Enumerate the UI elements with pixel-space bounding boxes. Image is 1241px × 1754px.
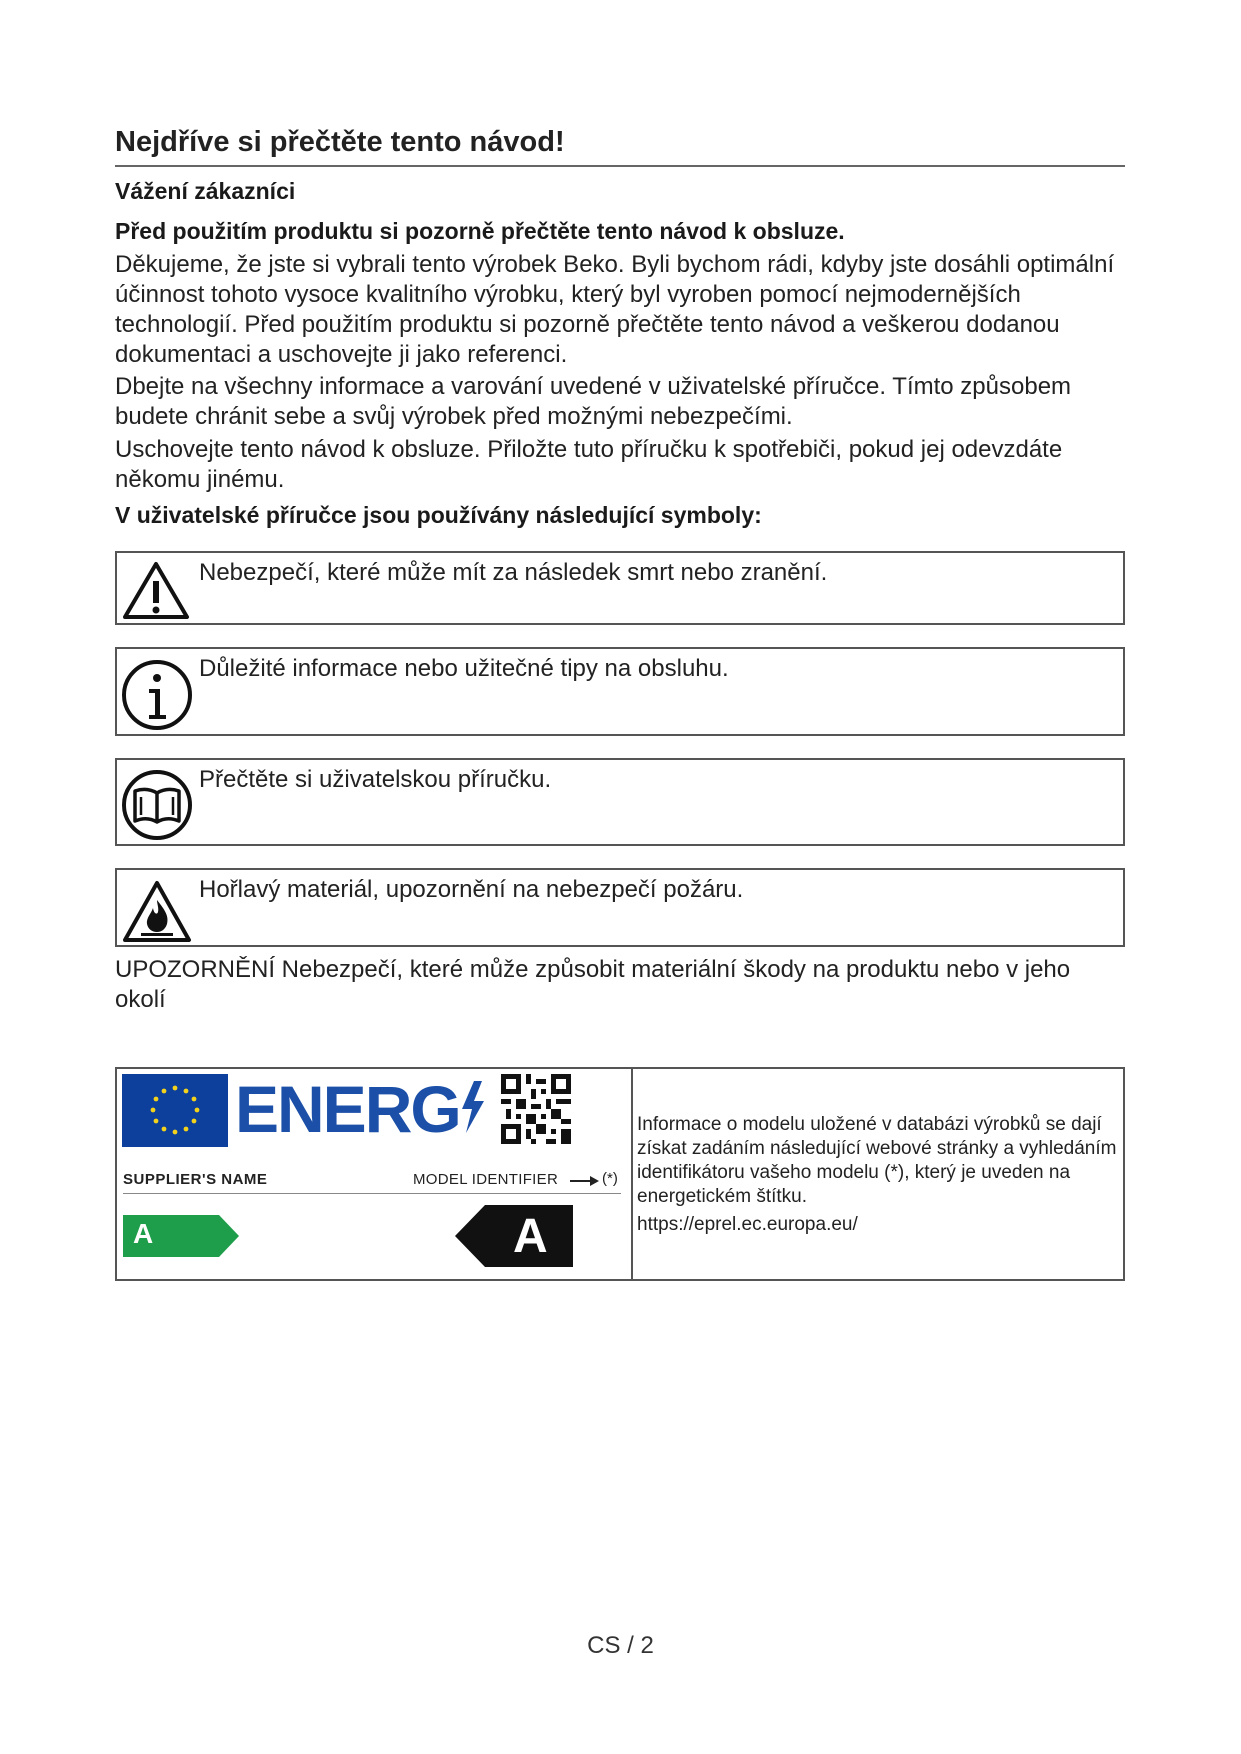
fire-hazard-icon <box>121 878 193 944</box>
page-title: Nejdříve si přečtěte tento návod! <box>115 126 1125 167</box>
paragraph-keep-manual: Uschovejte tento návod k obsluze. Přiložte tuto příručku k spotřebiči, pokud jej odevzdáte někomu jinému. <box>115 436 1063 493</box>
energy-class-rating-letter: A <box>513 1210 548 1263</box>
book-icon <box>121 769 193 841</box>
symbol-row-manual <box>115 758 1125 846</box>
energy-label-box <box>115 1067 1125 1281</box>
energy-label-separator <box>123 1193 621 1194</box>
symbol-row-fire <box>115 868 1125 947</box>
warning-triangle-icon <box>121 559 191 621</box>
caution-note: UPOZORNĚNÍ Nebezpečí, které může způsobit materiální škody na produktu nebo v jeho okolí <box>115 956 1071 1013</box>
arrow-right-icon <box>570 1175 600 1187</box>
energy-database-info: Informace o modelu uložené v databázi výrobků se dají získat zadáním následující webové stránky a vyhledáním identifikátoru vašeho modelu (*), který je uveden na energetickém štítku. <box>637 1114 1117 1207</box>
paragraph-warnings: Dbejte na všechny informace a varování uvedené v uživatelské příručce. Tímto způsobem budete chránit sebe a svůj výrobek před možnými nebezpečími. <box>115 373 1072 430</box>
symbol-text: Důležité informace nebo užitečné tipy na obsluhu. <box>199 655 729 682</box>
lightning-icon <box>460 1081 486 1133</box>
eprel-url[interactable]: https://eprel.ec.europa.eu/ <box>637 1214 858 1235</box>
paragraph-thanks: Děkujeme, že jste si vybrali tento výrobek Beko. Byli bychom rádi, kdyby jste dosáhli optimální účinnost tohoto vysoce kvalitního výrobku, který byl vyroben pomocí nejmodernějších technologií. Před použitím produktu si pozorně přečtěte tento návod a veškerou dodanou dokumentaci a uschovejte ji jako referenci. <box>115 251 1115 368</box>
symbol-row-danger <box>115 551 1125 625</box>
symbol-text: Nebezpečí, které může mít za následek smrt nebo zranění. <box>199 559 828 586</box>
info-icon <box>121 659 193 731</box>
energy-logo-text: ENERG <box>235 1072 460 1146</box>
eu-flag-icon <box>122 1074 228 1147</box>
intro-bold: Před použitím produktu si pozorně přečtěte tento návod k obsluze. <box>115 218 845 244</box>
page-number: CS / 2 <box>587 1632 654 1659</box>
energy-class-scale-letter: A <box>133 1218 154 1249</box>
energy-label-divider <box>631 1069 633 1279</box>
symbol-text: Hořlavý materiál, upozornění na nebezpečí požáru. <box>199 876 744 903</box>
supplier-name-label: SUPPLIER'S NAME <box>123 1171 268 1188</box>
symbol-row-info <box>115 647 1125 736</box>
qr-code-icon <box>501 1073 571 1145</box>
symbols-heading: V uživatelské příručce jsou používány následující symboly: <box>115 502 762 528</box>
model-marker: (*) <box>602 1170 618 1187</box>
greeting: Vážení zákazníci <box>115 178 296 204</box>
model-identifier-label: MODEL IDENTIFIER <box>413 1171 559 1188</box>
symbol-text: Přečtěte si uživatelskou příručku. <box>199 766 552 793</box>
